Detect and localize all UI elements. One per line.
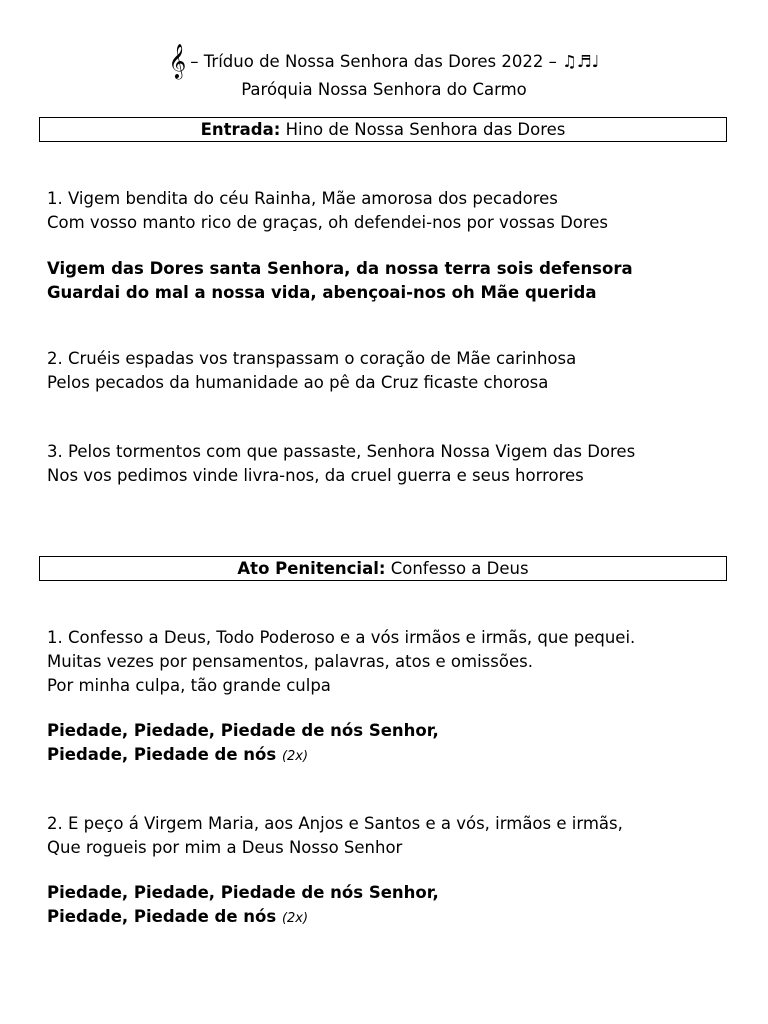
refrain-line: Piedade, Piedade, Piedade de nós Senhor, [47,883,439,902]
verse-line: 3. Pelos tormentos com que passaste, Senhora Nossa Vigem das Dores [47,442,636,461]
section-heading-entrada [39,117,727,142]
section-heading-ato-penitencial [39,556,727,581]
verse-1 [47,626,747,698]
verse-2 [47,812,747,860]
refrain-line [47,905,747,929]
verse-line: 2. E peço á Virgem Maria, aos Anjos e Santos e a vós, irmãos e irmãs, [47,814,623,833]
repeat-marker: (2x) [281,911,309,926]
verse-line: Nos vos pedimos vinde livra-nos, da cruel guerra e seus horrores [47,466,584,485]
section-title: Hino de Nossa Senhora das Dores [285,120,566,139]
document-subtitle: Paróquia Nossa Senhora do Carmo [241,80,527,99]
section-label: Ato Penitencial: [237,559,386,578]
title-text: – Tríduo de Nossa Senhora das Dores 2022 – ♫♬♩ [190,52,600,71]
verse-line: Com vosso manto rico de graças, oh defendei-nos por vossas Dores [47,213,609,232]
verse-3 [47,440,747,488]
treble-clef-icon: 𝄞 [168,44,187,79]
refrain-line: Vigem das Dores santa Senhora, da nossa terra sois defensora [47,259,633,278]
refrain-text: Piedade, Piedade de nós [47,907,277,926]
refrain-line: Guardai do mal a nossa vida, abençoai-nos oh Mãe querida [47,283,597,302]
section-title: Confesso a Deus [390,559,529,578]
refrain [47,881,747,929]
verse-line: Muitas vezes por pensamentos, palavras, atos e omissões. [47,652,533,671]
verse-line: 1. Vigem bendita do céu Rainha, Mãe amorosa dos pecadores [47,189,558,208]
repeat-marker: (2x) [281,749,309,764]
refrain-line: Piedade, Piedade, Piedade de nós Senhor, [47,721,439,740]
verse-2 [47,347,747,395]
document-title [0,44,768,79]
verse-line: Pelos pecados da humanidade ao pê da Cruz ficaste chorosa [47,373,549,392]
refrain [47,257,747,305]
refrain [47,719,747,767]
refrain-line [47,743,747,767]
section-label: Entrada: [200,120,281,139]
verse-line: Por minha culpa, tão grande culpa [47,676,331,695]
refrain-text: Piedade, Piedade de nós [47,745,277,764]
verse-1 [47,187,747,235]
verse-line: 1. Confesso a Deus, Todo Poderoso e a vós irmãos e irmãs, que pequei. [47,628,636,647]
verse-line: 2. Cruéis espadas vos transpassam o coração de Mãe carinhosa [47,349,577,368]
verse-line: Que rogueis por mim a Deus Nosso Senhor [47,838,403,857]
